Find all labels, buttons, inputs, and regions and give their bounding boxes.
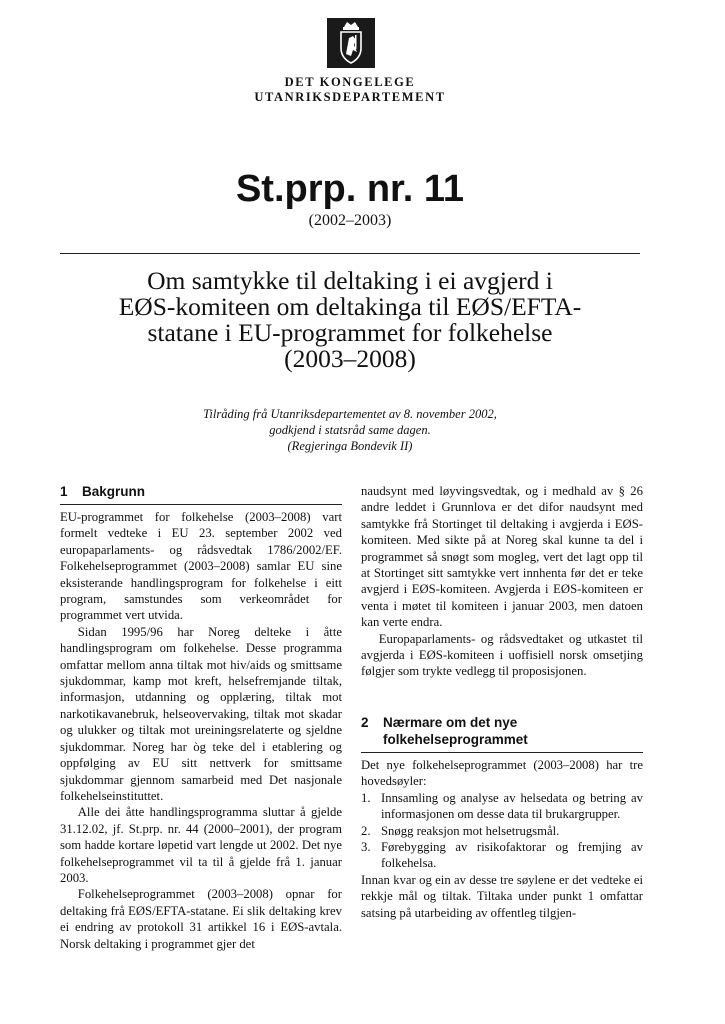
document-title-text: St.prp. nr. 11 bbox=[235, 168, 465, 210]
heading-line: Nærmare om det nye bbox=[383, 714, 518, 730]
norwegian-coat-of-arms-icon bbox=[327, 18, 375, 68]
recommendation-note bbox=[60, 406, 640, 454]
paragraph: Det nye folkehelseprogrammet (2003–2008) har tre hovedsøyler: bbox=[361, 757, 643, 789]
section-number: 2 bbox=[361, 714, 369, 730]
list-item bbox=[361, 823, 643, 839]
list-item bbox=[361, 790, 643, 823]
list-number: 3. bbox=[361, 839, 371, 854]
section-heading-1 bbox=[60, 483, 342, 505]
ministry-name-line1: DET KONGELEGE bbox=[284, 75, 416, 89]
list-text: Innsamling og analyse av helsedata og betring av informasjonen om desse data til brukargrupper. bbox=[381, 790, 643, 822]
document-title bbox=[0, 168, 700, 211]
list-number: 1. bbox=[361, 790, 371, 805]
left-column bbox=[60, 483, 342, 952]
paragraph: Sidan 1995/96 har Noreg delteke i åtte handlingsprogram om folkehelse. Desse programma omfattar mellom anna tiltak mot hiv/aids og smittsame sjukdommar, kamp mot kreft, helsefremjande tiltak, informasjon, utdanning og opplæring, tiltak mot narkotikavanebruk, helseovervaking, tiltak mot skadar og ulukker og tiltak mot ureiningsrelaterte og sjeldne sjukdommar. Noreg har òg teke del i etablering og oppfølging av EU sitt nettverk for smittsame sjukdommar gjennom samarbeid med Det nasjonale folkehelseinstituttet. bbox=[60, 624, 342, 803]
recommendation-line: godkjend i statsråd same dagen. bbox=[269, 423, 431, 437]
subject-line: (2003–2008) bbox=[284, 344, 416, 373]
paragraph: EU-programmet for folkehelse (2003–2008) vart formelt vedteke i EU 23. september 2002 ved europaparlaments- og rådsvedtak 1786/2002/EF. Folkehelseprogrammet (2003–2008) samlar EU sine eksisterande handlingsprogram for folkehelse i eitt program, samstundes som verkeområdet for programmet vert utvida. bbox=[60, 510, 342, 623]
session-years: (2002–2003) bbox=[308, 212, 392, 229]
recommendation-line: Tilråding frå Utanriksdepartementet av 8. november 2002, bbox=[203, 407, 497, 421]
paragraph: naudsynt med løyvingsvedtak, og i medhald av § 26 andre leddet i Grunnlova er det difor naudsynt med samtykke frå Stortinget til deltaking i avgjerda i EØS-komiteen. Med sikte på at Noreg skal kunne ta del i programmet så snøgt som mogleg, vert det lagt opp til at Stortinget sitt samtykke vert innhenta før det er teke avgjerd i EØS-komiteen. Avgjerda i EØS-komiteen er venta i møtet til komiteen i januar 2003, men datoen kan verte endra. bbox=[361, 484, 643, 630]
heading-line: folkehelseprogrammet bbox=[383, 731, 528, 747]
section-spacer bbox=[361, 680, 643, 714]
list-text: Førebygging av risikofaktorar og fremjing av folkehelsa. bbox=[381, 839, 643, 871]
paragraph: Alle dei åtte handlingsprogramma sluttar å gjelde 31.12.02, jf. St.prp. nr. 44 (2000–2001), der program som hadde kortare løpetid vart lengde ut 2002. Det nye folkehelseprogrammet vil ta til å gjelde frå 1. januar 2003. bbox=[60, 805, 342, 885]
recommendation-line: (Regjeringa Bondevik II) bbox=[287, 439, 413, 453]
section-heading-text: Bakgrunn bbox=[82, 484, 146, 499]
paragraph: Europaparlaments- og rådsvedtaket og utkastet til avgjerda i EØS-komiteen i uoffisiell norsk omsetjing følgjer som trykte vedlegg til proposisjonen. bbox=[361, 631, 643, 679]
pillar-list bbox=[361, 790, 643, 872]
list-number: 2. bbox=[361, 823, 371, 838]
section-number: 1 bbox=[60, 484, 68, 499]
title-divider bbox=[60, 253, 640, 254]
subject-line: EØS-komiteen om deltakinga til EØS/EFTA- bbox=[118, 292, 582, 321]
right-column bbox=[361, 483, 643, 921]
section-heading-2 bbox=[361, 714, 643, 753]
list-item bbox=[361, 839, 643, 872]
list-text: Snøgg reaksjon mot helsetrugsmål. bbox=[381, 823, 560, 838]
section-heading-text bbox=[383, 714, 528, 748]
ministry-name-line2: UTANRIKSDEPARTEMENT bbox=[254, 90, 446, 104]
subject-line: statane i EU-programmet for folkehelse bbox=[147, 318, 553, 347]
subject-line: Om samtykke til deltaking i ei avgjerd i bbox=[147, 266, 553, 295]
paragraph: Folkehelseprogrammet (2003–2008) opnar for deltaking frå EØS/EFTA-statane. Ei slik deltaking krev ei endring av protokoll 31 artikkel 16 i EØS-avtala. Norsk deltaking i programmet gjer det bbox=[60, 887, 342, 951]
subject-title bbox=[60, 268, 640, 372]
paragraph: Innan kvar og ein av desse tre søylene er det vedteke ei rekkje mål og tiltak. Tiltaka under punkt 1 omfattar satsing på utarbeiding av offentleg tilgjen- bbox=[361, 872, 643, 920]
